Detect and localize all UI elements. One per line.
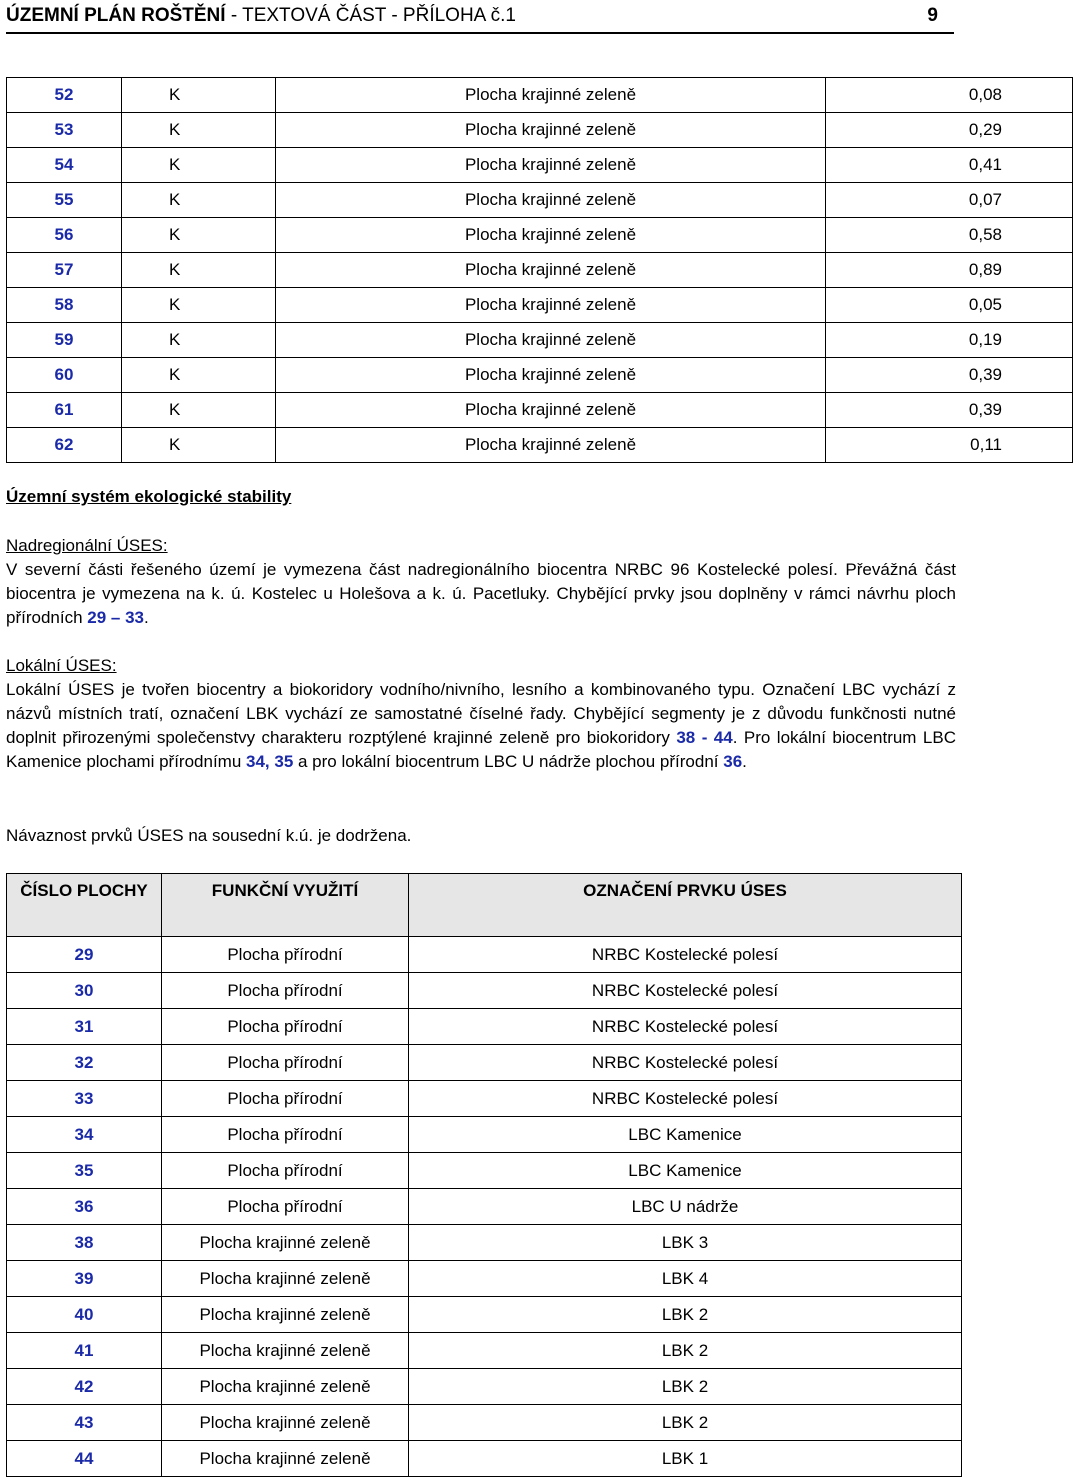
function-cell: Plocha přírodní xyxy=(162,1153,409,1189)
table-row xyxy=(7,1225,962,1261)
plot-number-cell: 39 xyxy=(7,1261,162,1297)
table-row xyxy=(7,1153,962,1189)
plot-number-cell: 60 xyxy=(7,358,122,393)
function-cell: Plocha krajinné zeleně xyxy=(162,1297,409,1333)
area-cell: 0,11 xyxy=(826,428,1073,463)
table-row xyxy=(7,428,1073,463)
table2-header-row xyxy=(7,874,962,937)
uses-element-cell: NRBC Kostelecké polesí xyxy=(409,1009,962,1045)
continuity-paragraph: Návaznost prvků ÚSES na sousední k.ú. je dodržena. xyxy=(6,826,412,845)
table-row xyxy=(7,1261,962,1297)
landscape-greenery-table xyxy=(6,77,1073,463)
plot-number-cell: 36 xyxy=(7,1189,162,1225)
function-cell: Plocha krajinné zeleně xyxy=(162,1333,409,1369)
table-row xyxy=(7,1333,962,1369)
header-element: OZNAČENÍ PRVKU ÚSES xyxy=(409,874,962,937)
area-cell: 0,19 xyxy=(826,323,1073,358)
table-row xyxy=(7,1081,962,1117)
code-cell: K xyxy=(122,358,276,393)
function-cell: Plocha krajinné zeleně xyxy=(162,1225,409,1261)
uses-element-cell: LBK 2 xyxy=(409,1369,962,1405)
function-cell: Plocha krajinné zeleně xyxy=(162,1261,409,1297)
function-cell: Plocha krajinné zeleně xyxy=(162,1369,409,1405)
plot-number-cell: 53 xyxy=(7,113,122,148)
function-cell: Plocha přírodní xyxy=(162,973,409,1009)
uses-element-cell: NRBC Kostelecké polesí xyxy=(409,1081,962,1117)
table-row xyxy=(7,323,1073,358)
plot-number-cell: 29 xyxy=(7,937,162,973)
function-cell: Plocha krajinné zeleně xyxy=(276,148,826,183)
title-rest: - TEXTOVÁ ČÁST - PŘÍLOHA č.1 xyxy=(225,5,516,26)
uses-element-cell: LBK 3 xyxy=(409,1225,962,1261)
function-cell: Plocha krajinné zeleně xyxy=(276,358,826,393)
plot-number-cell: 56 xyxy=(7,218,122,253)
code-cell: K xyxy=(122,323,276,358)
function-cell: Plocha krajinné zeleně xyxy=(276,113,826,148)
table-row xyxy=(7,1189,962,1225)
page-header xyxy=(6,2,954,34)
nadregional-text: V severní části řešeného území je vymezena část nadregionálního biocentra NRBC 96 Kostelecké polesí. Převážná část biocentra je vymezena na k. ú. Kostelec u Holešova a k. ú. Pacetluky. Chybějící prvky jsou doplněny v rámci návrhu ploch přírodních xyxy=(6,560,956,627)
local-paragraph xyxy=(6,654,956,774)
table-row xyxy=(7,183,1073,218)
uses-element-cell: LBC Kamenice xyxy=(409,1153,962,1189)
table-row xyxy=(7,1297,962,1333)
area-cell: 0,89 xyxy=(826,253,1073,288)
uses-element-cell: NRBC Kostelecké polesí xyxy=(409,1045,962,1081)
local-text-3: a pro lokální biocentrum LBC U nádrže plochou přírodní xyxy=(293,752,724,771)
table-row xyxy=(7,78,1073,113)
code-cell: K xyxy=(122,113,276,148)
code-cell: K xyxy=(122,288,276,323)
table-row xyxy=(7,253,1073,288)
uses-element-cell: LBC U nádrže xyxy=(409,1189,962,1225)
nadregional-label: Nadregionální ÚSES: xyxy=(6,536,168,555)
nadregional-end: . xyxy=(144,608,149,627)
uses-element-cell: NRBC Kostelecké polesí xyxy=(409,937,962,973)
header-plot-number: ČÍSLO PLOCHY xyxy=(7,874,162,937)
function-cell: Plocha krajinné zeleně xyxy=(276,323,826,358)
local-highlight-1: 38 - 44 xyxy=(676,728,733,747)
code-cell: K xyxy=(122,148,276,183)
table-row xyxy=(7,937,962,973)
area-cell: 0,58 xyxy=(826,218,1073,253)
table-row xyxy=(7,973,962,1009)
uses-element-cell: NRBC Kostelecké polesí xyxy=(409,973,962,1009)
function-cell: Plocha krajinné zeleně xyxy=(276,428,826,463)
code-cell: K xyxy=(122,428,276,463)
function-cell: Plocha přírodní xyxy=(162,1009,409,1045)
plot-number-cell: 55 xyxy=(7,183,122,218)
uses-element-cell: LBK 2 xyxy=(409,1297,962,1333)
table-row xyxy=(7,288,1073,323)
uses-elements-table xyxy=(6,873,962,1477)
page-number: 9 xyxy=(927,5,938,26)
area-cell: 0,07 xyxy=(826,183,1073,218)
function-cell: Plocha přírodní xyxy=(162,1045,409,1081)
local-text-1: Lokální ÚSES je tvořen biocentry a biokoridory vodního/nivního, lesního a kombinovaného typu. Označení LBC vychází z názvů místních tratí, označení LBK vychází ze samostatné číselné řady. Chybějící segmenty je z důvodu funkčnosti nutné doplnit přirozenými společenstvy charakteru rozptýlené krajinné zeleně pro biokoridory xyxy=(6,680,956,747)
function-cell: Plocha přírodní xyxy=(162,937,409,973)
plot-number-cell: 54 xyxy=(7,148,122,183)
code-cell: K xyxy=(122,78,276,113)
area-cell: 0,39 xyxy=(826,358,1073,393)
table-row xyxy=(7,1045,962,1081)
code-cell: K xyxy=(122,183,276,218)
table-row xyxy=(7,1117,962,1153)
local-text-2: . Pro lokální biocentrum LBC Kamenice plochami přírodnímu xyxy=(6,728,956,771)
area-cell: 0,39 xyxy=(826,393,1073,428)
plot-number-cell: 33 xyxy=(7,1081,162,1117)
plot-number-cell: 59 xyxy=(7,323,122,358)
plot-number-cell: 34 xyxy=(7,1117,162,1153)
plot-number-cell: 35 xyxy=(7,1153,162,1189)
local-highlight-2: 34, 35 xyxy=(246,752,294,771)
table-row xyxy=(7,1441,962,1477)
table-row xyxy=(7,1009,962,1045)
plot-number-cell: 43 xyxy=(7,1405,162,1441)
function-cell: Plocha přírodní xyxy=(162,1189,409,1225)
code-cell: K xyxy=(122,218,276,253)
area-cell: 0,08 xyxy=(826,78,1073,113)
uses-element-cell: LBK 2 xyxy=(409,1405,962,1441)
function-cell: Plocha krajinné zeleně xyxy=(276,183,826,218)
table2-body xyxy=(7,937,962,1477)
area-cell: 0,05 xyxy=(826,288,1073,323)
local-text-4: . xyxy=(742,752,747,771)
plot-number-cell: 32 xyxy=(7,1045,162,1081)
header-function: FUNKČNÍ VYUŽITÍ xyxy=(162,874,409,937)
function-cell: Plocha krajinné zeleně xyxy=(276,288,826,323)
plot-number-cell: 58 xyxy=(7,288,122,323)
local-highlight-3: 36 xyxy=(723,752,743,771)
uses-element-cell: LBK 1 xyxy=(409,1441,962,1477)
function-cell: Plocha přírodní xyxy=(162,1081,409,1117)
local-label: Lokální ÚSES: xyxy=(6,656,117,675)
area-cell: 0,41 xyxy=(826,148,1073,183)
plot-number-cell: 52 xyxy=(7,78,122,113)
function-cell: Plocha krajinné zeleně xyxy=(276,253,826,288)
uses-element-cell: LBK 4 xyxy=(409,1261,962,1297)
code-cell: K xyxy=(122,253,276,288)
title-bold: ÚZEMNÍ PLÁN ROŠTĚNÍ xyxy=(6,5,226,26)
nadregional-highlight: 29 – 33 xyxy=(87,608,144,627)
function-cell: Plocha krajinné zeleně xyxy=(276,218,826,253)
section-heading: Územní systém ekologické stability xyxy=(6,487,292,506)
plot-number-cell: 44 xyxy=(7,1441,162,1477)
plot-number-cell: 57 xyxy=(7,253,122,288)
plot-number-cell: 30 xyxy=(7,973,162,1009)
uses-element-cell: LBK 2 xyxy=(409,1333,962,1369)
table-row xyxy=(7,358,1073,393)
function-cell: Plocha krajinné zeleně xyxy=(162,1441,409,1477)
area-cell: 0,29 xyxy=(826,113,1073,148)
table1-body xyxy=(7,78,1073,463)
plot-number-cell: 38 xyxy=(7,1225,162,1261)
uses-element-cell: LBC Kamenice xyxy=(409,1117,962,1153)
code-cell: K xyxy=(122,393,276,428)
plot-number-cell: 61 xyxy=(7,393,122,428)
plot-number-cell: 42 xyxy=(7,1369,162,1405)
plot-number-cell: 41 xyxy=(7,1333,162,1369)
table-row xyxy=(7,1369,962,1405)
table-row xyxy=(7,218,1073,253)
plot-number-cell: 31 xyxy=(7,1009,162,1045)
function-cell: Plocha krajinné zeleně xyxy=(276,393,826,428)
function-cell: Plocha přírodní xyxy=(162,1117,409,1153)
nadregional-paragraph xyxy=(6,534,956,630)
plot-number-cell: 62 xyxy=(7,428,122,463)
plot-number-cell: 40 xyxy=(7,1297,162,1333)
document-title xyxy=(6,5,516,27)
table-row xyxy=(7,113,1073,148)
table-row xyxy=(7,393,1073,428)
table-row xyxy=(7,148,1073,183)
function-cell: Plocha krajinné zeleně xyxy=(162,1405,409,1441)
function-cell: Plocha krajinné zeleně xyxy=(276,78,826,113)
table2-head xyxy=(7,874,962,937)
table-row xyxy=(7,1405,962,1441)
